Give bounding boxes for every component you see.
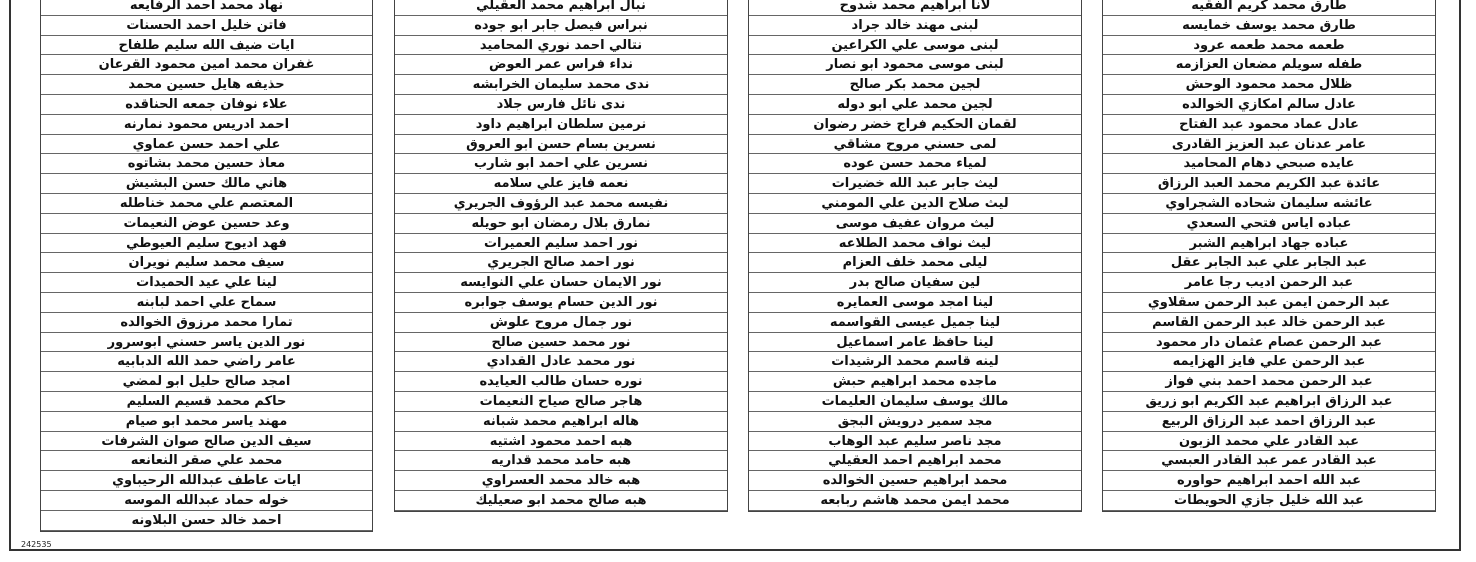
name-row — [41, 234, 372, 254]
name-text: هاله ابراهيم محمد شبانه — [482, 413, 639, 429]
name-row — [41, 253, 372, 273]
name-row — [395, 432, 727, 452]
name-text: لينا حافظ عامر اسماعيل — [836, 334, 994, 350]
name-row — [395, 372, 727, 392]
names-column-3 — [394, 0, 728, 512]
name-text: هبه خالد محمد العسراوي — [481, 473, 641, 489]
names-column-4 — [40, 0, 373, 532]
name-row — [41, 471, 372, 491]
name-row — [41, 16, 372, 36]
name-row — [749, 154, 1081, 174]
name-text: ظلال محمد محمود الوحش — [1185, 77, 1353, 93]
name-text: طعمه محمد طعمه عرود — [1193, 37, 1345, 53]
name-row — [395, 392, 727, 412]
name-row — [749, 372, 1081, 392]
name-row — [41, 491, 372, 511]
name-row — [749, 75, 1081, 95]
name-text: لقمان الحكيم فراج خضر رضوان — [813, 116, 1017, 132]
name-row — [1103, 372, 1435, 392]
name-row — [1103, 273, 1435, 293]
name-row — [1103, 194, 1435, 214]
name-row — [395, 75, 727, 95]
name-text: ايات عاطف عبدالله الرحيباوي — [112, 473, 301, 489]
name-row — [41, 392, 372, 412]
name-text: عامر راضي حمد الله الدبابيه — [117, 354, 296, 370]
name-row — [41, 333, 372, 353]
name-text: عايده صبحي دهام المحاميد — [1183, 156, 1355, 172]
name-row — [1103, 135, 1435, 155]
name-text: امجد صالح حليل ابو لمضي — [122, 374, 291, 390]
name-text: عبد الله خليل جازي الحويطات — [1174, 492, 1364, 508]
name-row — [1103, 333, 1435, 353]
name-row — [395, 0, 727, 16]
name-text: لبنى موسى علي الكراعين — [831, 37, 999, 53]
name-text: لجين محمد بكر صالح — [849, 77, 981, 93]
name-text: عبد الرزاق ابراهيم عبد الكريم ابو زريق — [1145, 393, 1393, 409]
name-row — [1103, 154, 1435, 174]
name-row — [395, 293, 727, 313]
name-text: هبه صالح محمد ابو صعيليك — [475, 492, 647, 508]
name-text: سيف محمد سليم نويران — [128, 255, 285, 271]
name-row — [395, 16, 727, 36]
name-text: طارق محمد كريم الفقيه — [1191, 0, 1347, 13]
name-row — [1103, 451, 1435, 471]
name-text: عبد الرحمن عصام عثمان دار محمود — [1155, 334, 1383, 350]
name-text: هبه حامد محمد قداريه — [491, 453, 631, 469]
name-text: مجد ناصر سليم عبد الوهاب — [828, 433, 1002, 449]
name-row — [1103, 432, 1435, 452]
name-row — [749, 273, 1081, 293]
name-row — [41, 95, 372, 115]
name-text: عباده جهاد ابراهيم الشبر — [1189, 235, 1349, 251]
name-row — [1103, 412, 1435, 432]
name-row — [1103, 0, 1435, 16]
name-text: تمارا محمد مرزوق الخوالده — [120, 314, 293, 330]
name-text: عائشه سليمان شحاده الشجراوي — [1165, 195, 1373, 211]
name-row — [395, 352, 727, 372]
name-row — [1103, 234, 1435, 254]
name-text: محمد ابراهيم حسين الخوالده — [822, 473, 1008, 489]
name-row — [395, 174, 727, 194]
name-text: نداء فراس عمر العوض — [488, 57, 634, 73]
name-text: نسرين علي احمد ابو شارب — [474, 156, 648, 172]
name-row — [41, 273, 372, 293]
name-row — [41, 55, 372, 75]
name-row — [395, 273, 727, 293]
name-text: نوره حسان طالب العيايده — [479, 374, 643, 390]
name-row — [41, 293, 372, 313]
name-text: لبنى مهند خالد جراد — [851, 17, 979, 33]
name-row — [1103, 392, 1435, 412]
name-text: ندى نائل فارس جلاد — [496, 96, 626, 112]
document-serial-number: 242535 — [21, 540, 52, 549]
name-row — [749, 412, 1081, 432]
name-row — [749, 491, 1081, 511]
name-text: عبد الجابر علي عبد الجابر عقل — [1170, 255, 1368, 271]
name-text: عادل عماد محمود عبد الفتاح — [1179, 116, 1359, 132]
name-row — [41, 511, 372, 531]
name-row — [395, 214, 727, 234]
name-row — [395, 194, 727, 214]
name-text: نتالي احمد نوري المحاميد — [479, 37, 643, 53]
name-text: عبد القادر علي محمد الزبون — [1178, 433, 1360, 449]
name-row — [749, 214, 1081, 234]
name-row — [395, 135, 727, 155]
name-row — [1103, 36, 1435, 56]
name-row — [749, 253, 1081, 273]
name-row — [1103, 253, 1435, 273]
name-row — [1103, 293, 1435, 313]
name-row — [749, 16, 1081, 36]
name-row — [41, 352, 372, 372]
name-text: عبد الرزاق احمد عبد الرزاق الربيع — [1161, 413, 1377, 429]
name-row — [749, 234, 1081, 254]
name-row — [749, 115, 1081, 135]
name-text: محمد ابراهيم احمد العقيلي — [828, 453, 1002, 469]
name-row — [1103, 214, 1435, 234]
name-row — [749, 333, 1081, 353]
name-text: هبه احمد محمود اشتيه — [489, 433, 633, 449]
name-text: نور الايمان حسان علي النوايسه — [460, 275, 662, 291]
name-row — [749, 313, 1081, 333]
name-text: نور محمد حسين صالح — [491, 334, 631, 350]
name-row — [749, 432, 1081, 452]
name-text: نبراس فيصل جابر ابو جوده — [474, 17, 648, 33]
name-row — [41, 372, 372, 392]
name-row — [41, 432, 372, 452]
name-text: مجد سمير درويش البجق — [837, 413, 993, 429]
name-row — [395, 412, 727, 432]
name-text: لمياء محمد حسن عوده — [843, 156, 987, 172]
name-row — [41, 451, 372, 471]
name-text: نفيسه محمد عبد الرؤوف الجريري — [453, 195, 669, 211]
name-text: عامر عدنان عبد العزيز القادرى — [1171, 136, 1367, 152]
name-row — [749, 451, 1081, 471]
name-text: نور الدين ياسر حسني ابوسرور — [107, 334, 306, 350]
name-row — [1103, 313, 1435, 333]
name-text: لبنى موسى محمود ابو نصار — [826, 57, 1004, 73]
name-text: عبد الرحمن خالد عبد الرحمن القاسم — [1152, 314, 1386, 330]
name-row — [395, 491, 727, 511]
name-row — [395, 234, 727, 254]
name-text: نور محمد عادل القدادي — [486, 354, 636, 370]
name-row — [749, 0, 1081, 16]
name-row — [395, 313, 727, 333]
name-text: لين سفيان صالح بدر — [849, 275, 981, 291]
name-text: احمد ادريس محمود نمارنه — [123, 116, 290, 132]
name-text: ليث صلاح الدين علي المومني — [821, 195, 1009, 211]
name-row — [749, 135, 1081, 155]
name-row — [749, 36, 1081, 56]
name-text: سيف الدين صالح صوان الشرفات — [101, 433, 312, 449]
name-text: فهد اديوح سليم العيوطي — [126, 235, 287, 251]
name-row — [395, 333, 727, 353]
name-text: لينه قاسم محمد الرشيدات — [831, 354, 999, 370]
name-text: عباده اياس فتحي السعدي — [1186, 215, 1352, 231]
name-text: علي احمد حسن عماوي — [132, 136, 281, 152]
name-text: لينا علي عيد الحميدات — [136, 275, 277, 291]
name-text: خوله حماد عبدالله الموسه — [124, 492, 289, 508]
name-row — [749, 174, 1081, 194]
name-text: نبال ابراهيم محمد العقيلي — [476, 0, 646, 13]
name-text: عبد الرحمن اديب رجا عامر — [1184, 275, 1354, 291]
name-row — [1103, 16, 1435, 36]
name-text: هاني مالك حسن البشيش — [125, 176, 288, 192]
name-row — [41, 115, 372, 135]
name-row — [395, 36, 727, 56]
name-text: احمد خالد حسن البلاونه — [131, 512, 282, 528]
name-text: غفران محمد امين محمود القرعان — [98, 57, 315, 73]
name-text: لمى حسني مروح مشاقي — [833, 136, 997, 152]
name-row — [1103, 115, 1435, 135]
name-row — [41, 194, 372, 214]
name-text: مالك يوسف سليمان العليمات — [821, 393, 1009, 409]
name-text: نعمه فايز علي سلامه — [493, 176, 629, 192]
name-row — [395, 115, 727, 135]
name-text: مهند ياسر محمد ابو صيام — [125, 413, 288, 429]
name-row — [395, 451, 727, 471]
name-text: حذيفه هايل حسين محمد — [128, 77, 285, 93]
name-text: ليث نواف محمد الطلاعه — [838, 235, 992, 251]
names-column-2 — [748, 0, 1082, 512]
name-text: عبد الرحمن محمد احمد بني فواز — [1165, 374, 1373, 390]
name-row — [395, 471, 727, 491]
name-text: ماجده محمد ابراهيم حبش — [832, 374, 998, 390]
name-row — [41, 154, 372, 174]
name-text: علاء نوفان جمعه الحناقده — [125, 96, 288, 112]
name-row — [749, 55, 1081, 75]
name-text: محمد ايمن محمد هاشم ربابعه — [820, 492, 1010, 508]
name-row — [41, 214, 372, 234]
name-text: نسرين بسام حسن ابو العروق — [466, 136, 656, 152]
name-text: نور الدين حسام يوسف جوابره — [464, 294, 658, 310]
name-row — [41, 174, 372, 194]
name-text: ايات ضيف الله سليم طلفاح — [118, 37, 295, 53]
name-text: ليث مروان عفيف موسى — [835, 215, 995, 231]
name-row — [1103, 352, 1435, 372]
name-row — [41, 75, 372, 95]
name-text: المعتصم علي محمد خناطله — [119, 195, 294, 211]
name-row — [41, 36, 372, 56]
name-text: عادل سالم امكازي الخوالده — [1182, 96, 1356, 112]
name-row — [1103, 174, 1435, 194]
name-row — [749, 95, 1081, 115]
name-text: نور احمد سليم العميرات — [483, 235, 639, 251]
name-row — [395, 154, 727, 174]
name-text: نور جمال مروح علوش — [489, 314, 633, 330]
name-text: لينا جميل عيسى القواسمه — [829, 314, 1001, 330]
name-text: سماح علي احمد لبابنه — [136, 294, 277, 310]
name-row — [41, 0, 372, 16]
name-text: نور احمد صالح الجريري — [487, 255, 635, 271]
name-row — [749, 293, 1081, 313]
name-row — [395, 253, 727, 273]
name-text: نهاد محمد احمد الرفايعه — [129, 0, 284, 13]
name-row — [749, 352, 1081, 372]
name-row — [41, 313, 372, 333]
name-row — [1103, 491, 1435, 511]
name-text: محمد علي صقر النعانعه — [130, 453, 283, 469]
name-text: عبد الرحمن علي فايز الهزايمه — [1172, 354, 1366, 370]
name-row — [1103, 75, 1435, 95]
name-text: عبد القادر عمر عبد القادر العبسي — [1161, 453, 1377, 469]
name-text: ليلى محمد خلف العزام — [842, 255, 988, 271]
name-text: لانا ابراهيم محمد شدوح — [839, 0, 991, 13]
names-column-1 — [1102, 0, 1436, 512]
name-text: لجين محمد علي ابو دوله — [837, 96, 993, 112]
name-text: حاكم محمد قسيم السليم — [126, 393, 287, 409]
name-row — [1103, 55, 1435, 75]
name-row — [395, 55, 727, 75]
name-text: وعد حسين عوض النعيمات — [123, 215, 290, 231]
name-text: نمارق بلال رمضان ابو حويله — [471, 215, 651, 231]
name-text: فاتن خليل احمد الحسنات — [126, 17, 287, 33]
name-text: عبد الرحمن ايمن عبد الرحمن سقلاوي — [1147, 294, 1391, 310]
name-row — [41, 412, 372, 432]
name-text: ليث جابر عبد الله خضيرات — [831, 176, 999, 192]
name-text: معاذ حسين محمد بشاتوه — [127, 156, 286, 172]
name-text: طارق محمد يوسف خمايسه — [1182, 17, 1356, 33]
name-row — [749, 471, 1081, 491]
name-text: لينا امجد موسى العمايره — [836, 294, 994, 310]
name-text: ندى محمد سليمان الخرابشه — [472, 77, 650, 93]
name-text: عائدة عبد الكريم محمد العبد الرزاق — [1157, 176, 1381, 192]
name-text: طفله سويلم مضعان العزازمه — [1175, 57, 1363, 73]
name-text: عبد الله احمد ابراهيم حواوره — [1177, 473, 1361, 489]
name-row — [41, 135, 372, 155]
name-text: نرمين سلطان ابراهيم داود — [475, 116, 647, 132]
name-text: هاجر صالح صياح النعيمات — [479, 393, 643, 409]
name-row — [749, 392, 1081, 412]
name-row — [395, 95, 727, 115]
name-row — [1103, 471, 1435, 491]
name-row — [1103, 95, 1435, 115]
name-row — [749, 194, 1081, 214]
